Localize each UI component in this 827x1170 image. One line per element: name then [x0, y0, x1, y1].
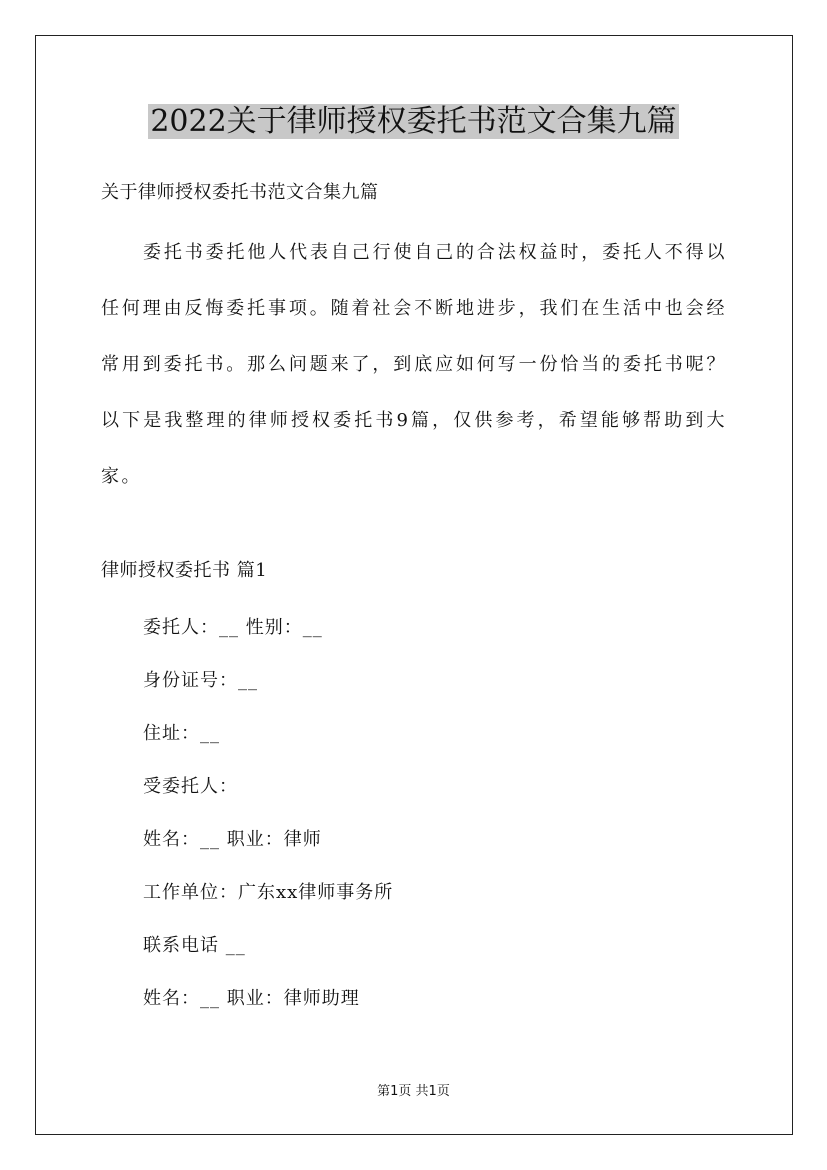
field-phone: 联系电话 __: [143, 935, 246, 956]
intro-paragraph: 委托书委托他人代表自己行使自己的合法权益时，委托人不得以任何理由反悔委托事项。随着社会不断地进步，我们在生活中也会经常用到委托书。那么问题来了，到底应如何写一份恰当的委托书呢？以下是我整理的律师授权委托书9篇，仅供参考，希望能够帮助到大家。: [101, 242, 727, 487]
field-id-number: 身份证号：__: [143, 670, 258, 691]
field-lawyer-name: 姓名：__ 职业：律师: [143, 829, 322, 850]
document-title-text: 2022关于律师授权委托书范文合集九篇: [150, 104, 677, 139]
document-subtitle: 关于律师授权委托书范文合集九篇: [101, 182, 379, 203]
document-title: [0, 100, 827, 144]
field-work-unit: 工作单位：广东xx律师事务所: [143, 882, 394, 903]
field-address: 住址：__: [143, 723, 220, 744]
field-client-gender: 委托人：__ 性别：__: [143, 617, 323, 638]
field-assistant-name: 姓名：__ 职业：律师助理: [143, 988, 360, 1009]
field-trustee-label: 受委托人：: [143, 776, 238, 797]
page-footer: 第1页 共1页: [377, 1084, 450, 1099]
form-field-list: [143, 609, 393, 1033]
section-heading: 律师授权委托书 篇1: [101, 560, 268, 581]
